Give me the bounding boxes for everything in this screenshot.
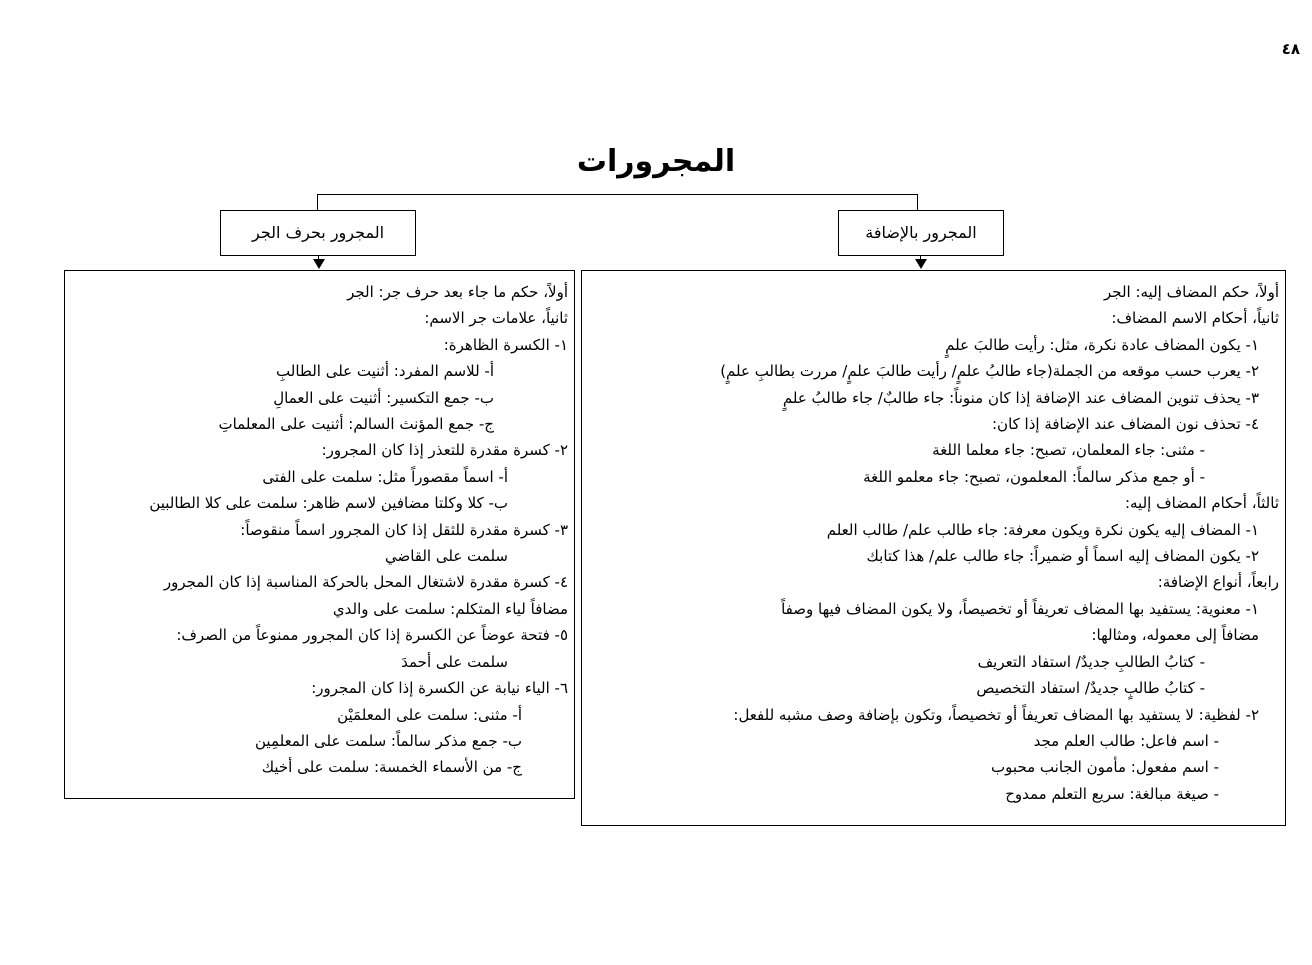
content-box-preposition (64, 270, 575, 799)
list-item: ١- المضاف إليه يكون نكرة ويكون معرفة: جاء طالب علم/ طالب العلم (826, 520, 1259, 539)
list-item: أ- اسماً مقصوراً مثل: سلمت على الفتى (262, 467, 508, 486)
list-item: ج- جمع المؤنث السالم: أثنيت على المعلماتِ (218, 415, 494, 434)
list-item: ٥- فتحة عوضاً عن الكسرة إذا كان المجرور ممنوعاً من الصرف: (176, 626, 568, 645)
list-item: ب- جمع التكسير: أثنيت على العمالِ (273, 388, 494, 407)
list-item: ٢- يعرب حسب موقعه من الجملة(جاء طالبُ علمٍ/ رأيت طالبَ علمٍ/ مررت بطالبِ علمٍ) (720, 362, 1259, 381)
list-item: ثانياً، علامات جر الاسم: (424, 309, 568, 328)
tree-connector-right-drop (917, 194, 918, 210)
page-number: ٤٨ (1281, 40, 1300, 58)
list-item: أ- مثنى: سلمت على المعلمَيْن (337, 705, 522, 724)
list-item: ٤- كسرة مقدرة لاشتغال المحل بالحركة المناسبة إذا كان المجرور (163, 573, 568, 592)
list-item: ٢- كسرة مقدرة للتعذر إذا كان المجرور: (321, 441, 568, 460)
list-item: ١- يكون المضاف عادة نكرة، مثل: رأيت طالبَ علمٍ (945, 335, 1259, 354)
list-item: ١- الكسرة الظاهرة: (443, 335, 568, 354)
branch-box-genitive-construct: المجرور بالإضافة (838, 210, 1004, 256)
page-title: المجرورات (576, 144, 736, 179)
list-item: أ- للاسم المفرد: أثنيت على الطالبِ (276, 362, 494, 381)
list-item: - كتابُ طالبٍ جديدٌ/ استفاد التخصيص (976, 679, 1205, 698)
list-item: - أو جمع مذكر سالماً: المعلمون، تصبح: جاء معلمو اللغة (863, 467, 1205, 486)
list-item: أولاً، حكم ما جاء بعد حرف جر: الجر (347, 283, 568, 301)
tree-connector-left-drop (317, 194, 318, 210)
list-item: مضافاً لياء المتكلم: سلمت على والدي (332, 599, 568, 618)
list-item: ب- كلا وكلتا مضافين لاسم ظاهر: سلمت على كلا الطالبين (149, 494, 508, 513)
tree-connector-stem (317, 194, 918, 195)
list-item: سلمت على أحمدَ (401, 652, 508, 671)
list-item: أولاً، حكم المضاف إليه: الجر (1103, 283, 1279, 301)
list-item: ج- من الأسماء الخمسة: سلمت على أخيك (261, 758, 522, 777)
list-item: - مثنى: جاء المعلمان، تصبح: جاء معلما اللغة (932, 441, 1205, 460)
content-box-genitive-construct (581, 270, 1286, 826)
branch-box-preposition: المجرور بحرف الجر (220, 210, 416, 256)
list-item: - كتابُ الطالبِ جديدٌ/ استفاد التعريف (977, 652, 1205, 671)
list-item: ٢- يكون المضاف إليه اسماً أو ضميراً: جاء طالب علم/ هذا كتابك (866, 547, 1259, 566)
list-item: رابعاً، أنواع الإضافة: (1157, 573, 1279, 592)
list-item: سلمت على القاضي (384, 547, 508, 566)
list-item: ١- معنوية: يستفيد بها المضاف تعريفاً أو تخصيصاً، ولا يكون المضاف فيها وصفاً (781, 599, 1259, 618)
list-item: مضافاً إلى معموله، ومثالها: (1091, 626, 1259, 645)
list-item: - اسم مفعول: مأمون الجانب محبوب (991, 758, 1219, 777)
list-item: ٣- يحذف تنوين المضاف عند الإضافة إذا كان منوناً: جاء طالبٌ/ جاء طالبُ علمٍ (782, 388, 1259, 407)
list-item: ثانياً، أحكام الاسم المضاف: (1111, 309, 1279, 328)
list-item: ب- جمع مذكر سالماً: سلمت على المعلمِين (255, 731, 522, 750)
list-item: ثالثاً، أحكام المضاف إليه: (1124, 494, 1279, 513)
list-item: ٦- الياء نيابة عن الكسرة إذا كان المجرور: (311, 679, 568, 698)
list-item: - صيغة مبالغة: سريع التعلم ممدوح (1005, 784, 1219, 803)
list-item: ٢- لفظية: لا يستفيد بها المضاف تعريفاً أو تخصيصاً، وتكون بإضافة وصف مشبه للفعل: (733, 705, 1259, 724)
arrow-left-down-icon (313, 259, 325, 269)
list-item: - اسم فاعل: طالب العلم مجد (1033, 731, 1219, 750)
list-item: ٤- تحذف نون المضاف عند الإضافة إذا كان: (992, 415, 1259, 434)
list-item: ٣- كسرة مقدرة للثقل إذا كان المجرور اسماً منقوصاً: (240, 520, 568, 539)
arrow-right-down-icon (915, 259, 927, 269)
